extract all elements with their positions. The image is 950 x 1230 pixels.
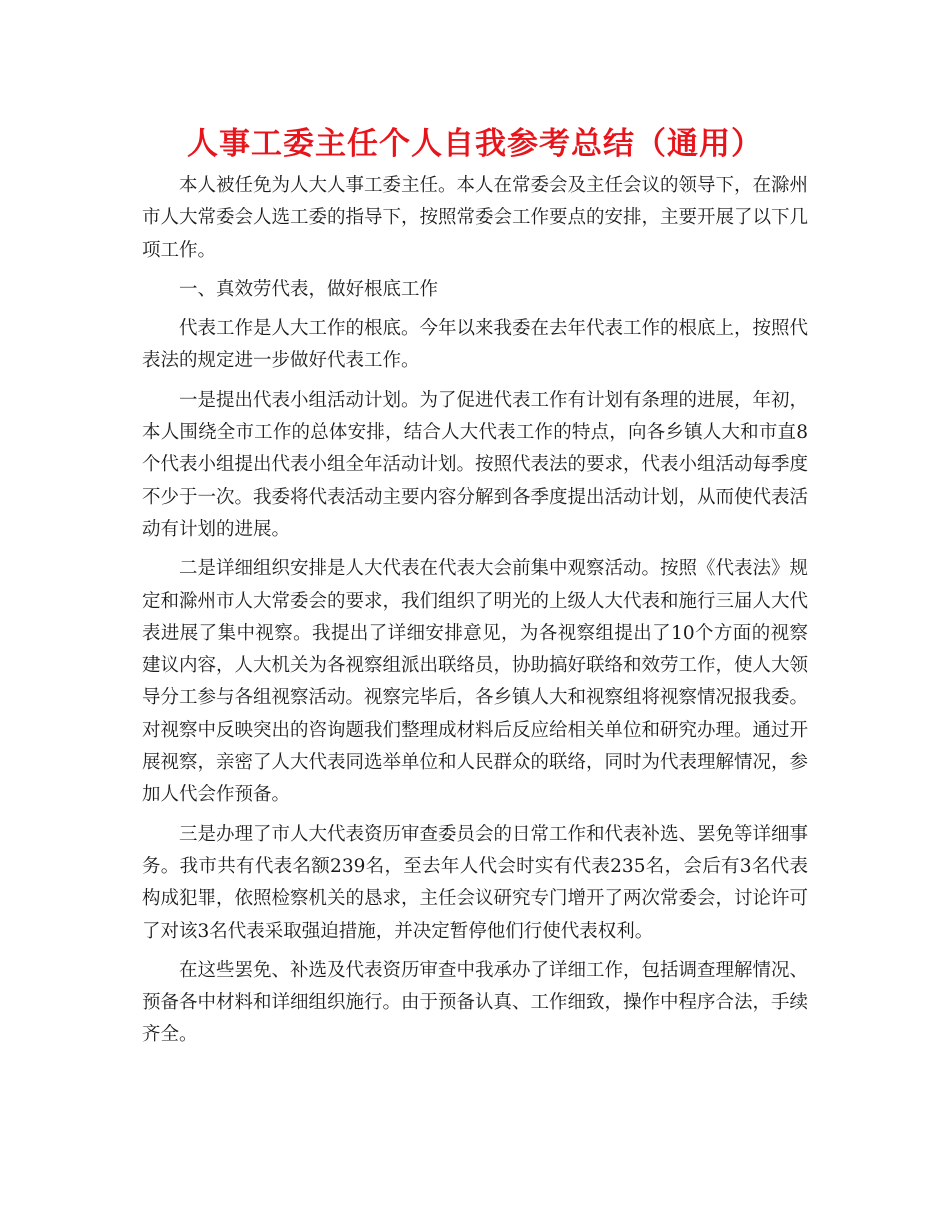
paragraph-inspection: 二是详细组织安排是人大代表在代表大会前集中观察活动。按照《代表法》规定和滁州市人大常委会的要求，我们组织了明光的上级人大代表和施行三届人大代表进展了集中视察。我提出了详细安排意见，为各视察组提出了10个方面的视察建议内容，人大机关为各视察组派出联络员，协助搞好联络和效劳工作，使人大领导分工参与各组视察活动。视察完毕后，各乡镇人大和视察组将视察情况报我委。对视察中反映突出的咨询题我们整理成材料后反应给相关单位和研究办理。通过开展视察，亲密了人大代表同选举单位和人民群众的联络，同时为代表理解情况，参加人代会作预备。 xyxy=(142,558,809,806)
paragraph-intro: 本人被任免为人大人事工委主任。本人在常委会及主任会议的领导下，在滁州市人大常委会人选工委的指导下，按照常委会工作要点的安排，主要开展了以下几项工作。 xyxy=(142,175,809,261)
paragraph-conclusion: 在这些罢免、补选及代表资历审查中我承办了详细工作，包括调查理解情况、预备各中材料和详细组织施行。由于预备认真、工作细致，操作中程序合法，手续齐全。 xyxy=(142,959,809,1046)
paragraph-qualification: 三是办理了市人大代表资历审查委员会的日常工作和代表补选、罢免等详细事务。我市共有代表名额239名，至去年人代会时实有代表235名，会后有3名代表构成犯罪，依照检察机关的恳求，主任会议研究专门增开了两次常委会，讨论许可了对该3名代表采取强迫措施，并决定暂停他们行使代表权利。 xyxy=(142,823,809,942)
document-title: 人事工委主任个人自我参考总结（通用） xyxy=(187,126,763,162)
section-heading-1: 一、真效劳代表，做好根底工作 xyxy=(179,278,439,300)
paragraph-plan: 一是提出代表小组活动计划。为了促进代表工作有计划有条理的进展，年初，本人围绕全市工作的总体安排，结合人大代表工作的特点，向各乡镇人大和市直8个代表小组提出代表小组全年活动计划。按照代表法的要求，代表小组活动每季度不少于一次。我委将代表活动主要内容分解到各季度提出活动计划，从而使代表活动有计划的进展。 xyxy=(142,389,809,540)
paragraph-foundation: 代表工作是人大工作的根底。今年以来我委在去年代表工作的根底上，按照代表法的规定进一步做好代表工作。 xyxy=(142,318,809,372)
